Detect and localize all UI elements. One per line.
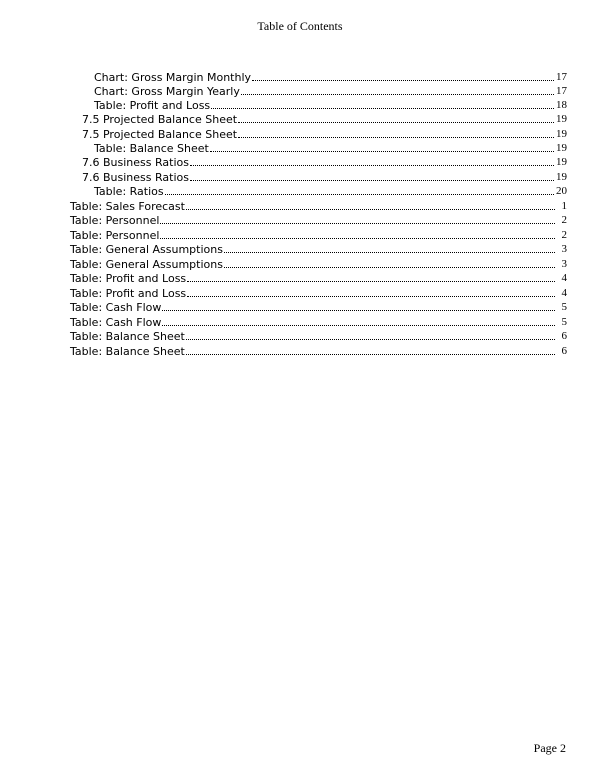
toc-entry-label: Table: Balance Sheet xyxy=(70,330,185,343)
toc-entry-label: Table: Balance Sheet xyxy=(94,142,209,155)
toc-entry-page: 6 xyxy=(561,345,567,357)
toc-entry-label: 7.5 Projected Balance Sheet xyxy=(82,128,238,141)
toc-entry[interactable] xyxy=(70,300,567,314)
toc-entry-page: 19 xyxy=(556,171,567,183)
toc-entry-page: 4 xyxy=(561,287,567,299)
toc-entry[interactable] xyxy=(70,213,567,227)
toc-entry-label: Chart: Gross Margin Yearly xyxy=(94,85,240,98)
dot-leader xyxy=(186,209,555,210)
dot-leader xyxy=(210,151,554,152)
toc-entry-page: 20 xyxy=(556,185,567,197)
toc-entry[interactable] xyxy=(82,170,567,184)
toc-entry-page: 5 xyxy=(561,316,567,328)
toc-entry-page: 1 xyxy=(561,200,567,212)
toc-entry-label: Table: Personnel xyxy=(70,229,160,242)
toc-entry[interactable] xyxy=(94,98,567,112)
dot-leader xyxy=(187,296,555,297)
dot-leader xyxy=(165,194,554,195)
dot-leader xyxy=(160,223,555,224)
toc-entry-page: 2 xyxy=(561,214,567,226)
dot-leader xyxy=(190,165,554,166)
toc-entry[interactable] xyxy=(94,184,567,198)
toc-entry-label: Table: Profit and Loss xyxy=(94,99,211,112)
toc-entry[interactable] xyxy=(82,112,567,126)
toc-entry-label: 7.6 Business Ratios xyxy=(82,156,189,169)
page-number: Page 2 xyxy=(533,741,566,755)
toc-entry-label: Table: Profit and Loss xyxy=(70,287,187,300)
toc-entry-label: Table: Profit and Loss xyxy=(70,272,187,285)
toc-entry[interactable] xyxy=(70,271,567,285)
toc-entry[interactable] xyxy=(70,315,567,329)
toc-entry-label: Table: Sales Forecast xyxy=(70,200,185,213)
toc-entry-page: 5 xyxy=(561,301,567,313)
dot-leader xyxy=(162,310,555,311)
toc-entry-label: Table: Balance Sheet xyxy=(70,345,185,358)
dot-leader xyxy=(162,325,555,326)
toc-entry-page: 18 xyxy=(556,99,567,111)
toc-entry-label: 7.5 Projected Balance Sheet xyxy=(82,113,238,126)
toc-entry-page: 19 xyxy=(556,113,567,125)
toc-entry[interactable] xyxy=(94,84,567,98)
dot-leader xyxy=(252,80,554,81)
toc-entry-page: 19 xyxy=(556,142,567,154)
dot-leader xyxy=(211,108,554,109)
toc-entry-label: Table: General Assumptions xyxy=(70,243,223,256)
toc-entry-label: Table: Cash Flow xyxy=(70,301,162,314)
toc-entry-label: Table: Ratios xyxy=(94,185,164,198)
dot-leader xyxy=(186,354,555,355)
dot-leader xyxy=(187,281,555,282)
toc-entry-label: Table: Cash Flow xyxy=(70,316,162,329)
dot-leader xyxy=(224,267,555,268)
toc-entry-page: 19 xyxy=(556,128,567,140)
toc-entry[interactable] xyxy=(70,199,567,213)
toc-entry-label: Chart: Gross Margin Monthly xyxy=(94,71,252,84)
dot-leader xyxy=(186,339,555,340)
toc-entry-page: 2 xyxy=(561,229,567,241)
toc-entry[interactable] xyxy=(70,257,567,271)
toc-entry[interactable] xyxy=(70,286,567,300)
dot-leader xyxy=(238,137,554,138)
dot-leader xyxy=(241,94,554,95)
toc-entry-page: 4 xyxy=(561,272,567,284)
toc-entry-page: 3 xyxy=(561,258,567,270)
dot-leader xyxy=(160,238,555,239)
toc-entry[interactable] xyxy=(70,242,567,256)
dot-leader xyxy=(238,122,554,123)
toc-entry[interactable] xyxy=(70,329,567,343)
dot-leader xyxy=(224,252,555,253)
toc-entry-label: Table: General Assumptions xyxy=(70,258,223,271)
toc-entry-page: 3 xyxy=(561,243,567,255)
toc-entry[interactable] xyxy=(82,155,567,169)
toc-entry[interactable] xyxy=(70,344,567,358)
dot-leader xyxy=(190,180,554,181)
toc-entry[interactable] xyxy=(94,141,567,155)
toc-entry-page: 17 xyxy=(556,71,567,83)
toc-entry-label: Table: Personnel xyxy=(70,214,160,227)
toc-entry-page: 19 xyxy=(556,156,567,168)
toc-entry-page: 6 xyxy=(561,330,567,342)
toc-entry[interactable] xyxy=(94,70,567,84)
toc-entry-page: 17 xyxy=(556,85,567,97)
page-title: Table of Contents xyxy=(257,19,343,33)
toc-entry[interactable] xyxy=(70,228,567,242)
toc-entry[interactable] xyxy=(82,127,567,141)
toc-entry-label: 7.6 Business Ratios xyxy=(82,171,189,184)
